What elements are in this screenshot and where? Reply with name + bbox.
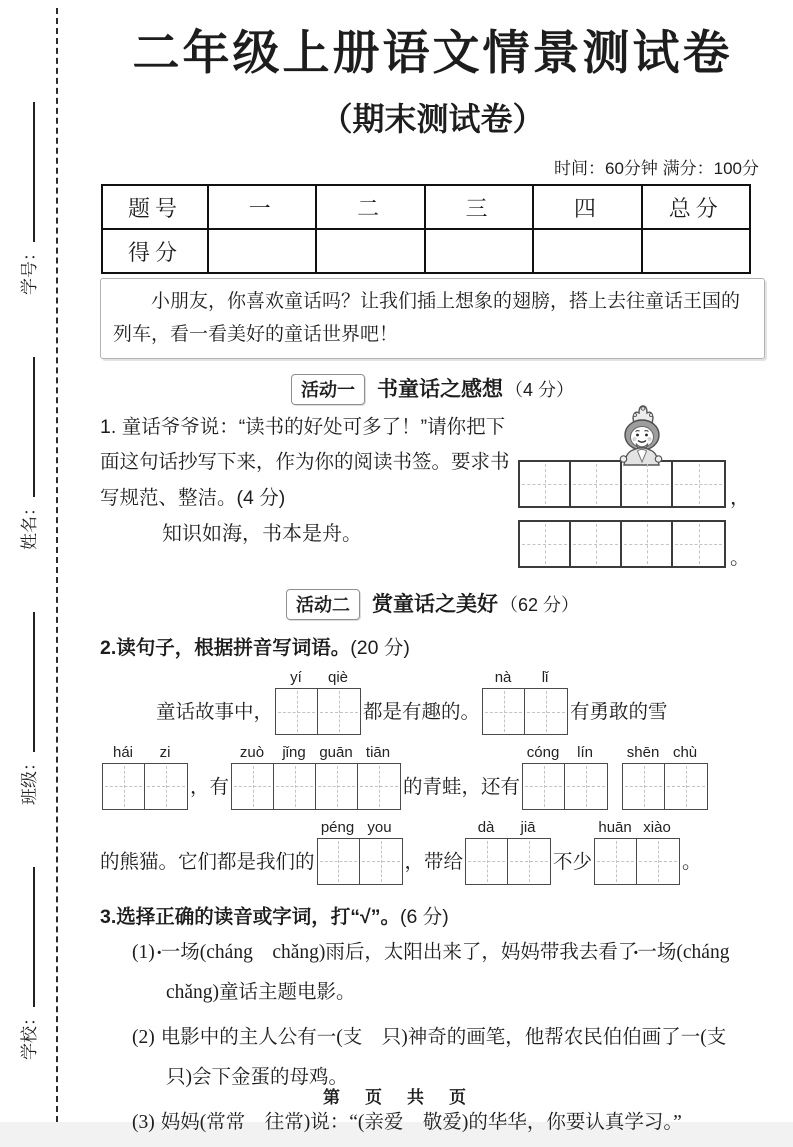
question-2-instruction: [100, 632, 765, 660]
intro-box: [100, 278, 765, 359]
sidebar-field-label: 学号：: [19, 244, 39, 295]
answer-cell[interactable]: [318, 689, 360, 734]
choice-item-text: (cháng chǎng)雨后，太阳出来了，妈妈带我去看了一: [199, 941, 657, 963]
pinyin-fill-section: [100, 669, 765, 884]
pinyin-syllable: huān: [598, 818, 632, 836]
sidebar-field-blank[interactable]: [17, 357, 34, 497]
choice-item-number: (1): [132, 941, 155, 963]
score-table-header-row: [102, 185, 750, 229]
choice-item-text: 一: [160, 941, 181, 963]
sentence-text: ，带给: [404, 851, 464, 873]
choice-item: [100, 933, 765, 1013]
sidebar-field-blank[interactable]: [17, 612, 34, 752]
sentence-text: 的熊猫。它们都是我们的: [100, 851, 315, 873]
pinyin-syllable: zi: [159, 744, 171, 762]
sentence-text: 的青蛙，还有: [403, 776, 521, 798]
pinyin-syllable: lín: [577, 744, 593, 762]
writing-grid-cell[interactable]: [622, 462, 673, 506]
answer-cells: [317, 838, 403, 885]
answer-cells: [275, 688, 361, 735]
question-1-number: 1.: [100, 416, 117, 439]
pinyin-labels: [102, 744, 188, 763]
score-fill-cell[interactable]: [208, 229, 316, 273]
pinyin-word-box[interactable]: [482, 669, 568, 735]
writing-grid-row: [518, 460, 765, 508]
page-subtitle: （期末测试卷）: [320, 101, 545, 138]
sidebar-field: [15, 612, 40, 805]
pinyin-labels: [317, 819, 403, 838]
intro-text: 小朋友，你喜欢童话吗？让我们插上想象的翅膀，搭上去往童话王国的列车，看一看美好的童话世界吧！: [113, 291, 741, 345]
pinyin-labels: [522, 744, 608, 763]
answer-cell[interactable]: [316, 764, 358, 809]
choice-item-number: (3): [132, 1111, 155, 1133]
score-table-column-header: 总分: [642, 185, 750, 229]
pinyin-word-box[interactable]: [102, 744, 188, 810]
question-2-score: (20 分): [350, 637, 410, 660]
choice-item-number: (2): [132, 1026, 155, 1048]
writing-grid-cell[interactable]: [622, 522, 673, 566]
pinyin-syllable: nà: [494, 669, 512, 687]
emphasized-char: 场 ·: [657, 942, 677, 963]
pinyin-syllable: zuò: [239, 744, 265, 762]
answer-cell[interactable]: [637, 839, 679, 884]
writing-grid-row: [518, 520, 765, 568]
writing-grid-cell[interactable]: [571, 522, 622, 566]
pinyin-line: [100, 819, 765, 885]
answer-cell[interactable]: [508, 839, 550, 884]
sidebar-field-blank[interactable]: [17, 102, 34, 242]
score-table: [101, 184, 751, 274]
grid-punctuation: 。: [730, 547, 750, 570]
pinyin-syllable: dà: [477, 818, 495, 836]
pinyin-line: [100, 744, 765, 810]
answer-cell[interactable]: [103, 764, 145, 809]
pinyin-word-box[interactable]: [317, 819, 403, 885]
answer-cell[interactable]: [274, 764, 316, 809]
answer-cell[interactable]: [483, 689, 525, 734]
grid-punctuation: ，: [730, 487, 750, 510]
question-3-number: 3.: [100, 905, 117, 928]
answer-cell[interactable]: [525, 689, 567, 734]
pinyin-syllable: jǐng: [282, 744, 306, 762]
writing-grid-cell[interactable]: [673, 522, 724, 566]
sidebar-field: [15, 867, 40, 1060]
page-footer: 第 页 共 页: [323, 1088, 470, 1107]
binding-dashed-line: [56, 8, 58, 1122]
sidebar-field-label: 姓名：: [19, 499, 39, 550]
pinyin-syllable: yí: [290, 669, 302, 687]
paper-content: [100, 0, 765, 1147]
answer-cell[interactable]: [318, 839, 360, 884]
page-title: 二年级上册语文情景测试卷: [132, 26, 733, 79]
pinyin-syllable: péng: [320, 818, 355, 836]
pinyin-word-box[interactable]: [231, 744, 401, 810]
answer-cells: [594, 838, 680, 885]
sentence-text: 有勇敢的雪: [570, 702, 668, 724]
exam-time-score-info: 时间：60分钟 满分：100分: [554, 159, 759, 179]
activity1-score: （4 分）: [504, 380, 574, 401]
answer-cell[interactable]: [360, 839, 402, 884]
question-1-answer-area: [518, 410, 765, 580]
answer-cells: [622, 763, 708, 810]
question-2-number: 2.: [100, 637, 117, 660]
sidebar-field-blank[interactable]: [17, 867, 34, 1007]
pinyin-syllable: hái: [112, 744, 134, 762]
score-fill-cell[interactable]: [642, 229, 750, 273]
pinyin-word-box[interactable]: [622, 744, 708, 810]
writing-grid-rows: [518, 460, 765, 568]
question-3-text: 选择正确的读音或字词，打“√”。: [116, 905, 400, 928]
writing-grid-cell[interactable]: [571, 462, 622, 506]
score-row-label: 得分: [102, 229, 208, 273]
score-table-column-header: 三: [425, 185, 533, 229]
activity1-badge: 活动一: [291, 374, 365, 405]
pinyin-labels: [231, 744, 401, 763]
sentence-text: ，有: [190, 776, 230, 798]
pinyin-labels: [465, 819, 551, 838]
answer-cell[interactable]: [466, 839, 508, 884]
score-table-column-header: 二: [316, 185, 424, 229]
pinyin-syllable: qiè: [328, 669, 349, 687]
score-fill-cell[interactable]: [533, 229, 641, 273]
answer-cell[interactable]: [276, 689, 318, 734]
student-info-sidebar: [0, 0, 54, 1122]
sidebar-field: [15, 102, 40, 295]
sentence-text: 都是有趣的。: [363, 702, 481, 724]
answer-cell[interactable]: [565, 764, 607, 809]
pinyin-labels: [594, 819, 680, 838]
answer-cells: [231, 763, 401, 810]
question-2-text: 读句子，根据拼音写词语。: [116, 637, 351, 660]
answer-cell[interactable]: [623, 764, 665, 809]
pinyin-word-box[interactable]: [594, 819, 680, 885]
king-mascot-icon: [612, 404, 670, 466]
sidebar-field-label: 学校：: [19, 1009, 39, 1060]
score-table-column-header: 四: [533, 185, 641, 229]
activity2-title: 赏童话之美好: [371, 593, 498, 617]
pinyin-syllable: jiā: [520, 818, 536, 836]
score-table-score-row: [102, 229, 750, 273]
pinyin-labels: [622, 744, 708, 763]
writing-grid-cell[interactable]: [520, 522, 571, 566]
answer-cell[interactable]: [358, 764, 400, 809]
pinyin-syllable: you: [367, 818, 392, 836]
answer-cell[interactable]: [523, 764, 565, 809]
sentence-text: 童话故事中，: [156, 702, 274, 724]
choice-item-text: 电影中的主人公有一(支 只)神奇的画笔，他帮农民伯伯画了一(支 只)会下金蛋的母鸡。: [160, 1026, 746, 1088]
activity2-score: （62 分）: [499, 595, 580, 616]
pinyin-labels: [482, 669, 568, 688]
emphasized-char: 场 ·: [180, 942, 200, 963]
choice-item: [100, 1103, 765, 1143]
answer-cell[interactable]: [595, 839, 637, 884]
answer-cells: [465, 838, 551, 885]
score-fill-cell[interactable]: [316, 229, 424, 273]
pinyin-syllable: cóng: [526, 744, 560, 762]
choice-item-text: (cháng chǎng)童话主题电影。: [166, 941, 749, 1003]
writing-grid[interactable]: [518, 520, 726, 568]
pinyin-line: [100, 669, 765, 735]
activity2-header: [100, 588, 765, 620]
answer-cell[interactable]: [145, 764, 187, 809]
sidebar-field-label: 班级：: [19, 754, 39, 805]
question-3-score: (6 分): [399, 905, 449, 928]
question-1-text: 童话爷爷说：“读书的好处可多了！”请你把下面这句话抄写下来，作为你的阅读书签。要求书写规范、整洁。(4 分): [100, 416, 510, 509]
score-table-corner-label: 题号: [102, 185, 208, 229]
answer-cells: [102, 763, 188, 810]
answer-cells: [522, 763, 608, 810]
writing-grid[interactable]: [518, 460, 726, 508]
score-table-column-header: 一: [208, 185, 316, 229]
sentence-text: 不少: [553, 851, 593, 873]
activity1-header: [100, 373, 765, 405]
question-1: [100, 410, 765, 580]
choice-items-section: [100, 933, 765, 1143]
activity1-title: 书童话之感想: [376, 378, 503, 402]
score-fill-cell[interactable]: [425, 229, 533, 273]
answer-cells: [482, 688, 568, 735]
pinyin-syllable: tiān: [365, 744, 391, 762]
pinyin-syllable: guān: [319, 744, 353, 762]
writing-grid-cell[interactable]: [520, 462, 571, 506]
pinyin-syllable: lǐ: [541, 669, 549, 687]
pinyin-word-box[interactable]: [522, 744, 608, 810]
answer-cell[interactable]: [232, 764, 274, 809]
writing-grid-cell[interactable]: [673, 462, 724, 506]
question-1-text-block: [100, 410, 518, 580]
answer-cell[interactable]: [665, 764, 707, 809]
pinyin-word-box[interactable]: [275, 669, 361, 735]
question-3-instruction: [100, 901, 765, 929]
choice-item-text: 妈妈(常常 往常)说：“(亲爱 敬爱)的华华，你要认真学习。”: [160, 1111, 682, 1133]
pinyin-labels: [275, 669, 361, 688]
pinyin-word-box[interactable]: [465, 819, 551, 885]
copy-sentence: 知识如海，书本是舟。: [162, 522, 362, 545]
pinyin-syllable: chù: [672, 744, 698, 762]
pinyin-syllable: shēn: [626, 744, 660, 762]
sidebar-field: [15, 357, 40, 550]
sentence-text: 。: [682, 851, 702, 873]
activity2-badge: 活动二: [286, 589, 360, 620]
pinyin-syllable: xiào: [643, 818, 671, 836]
